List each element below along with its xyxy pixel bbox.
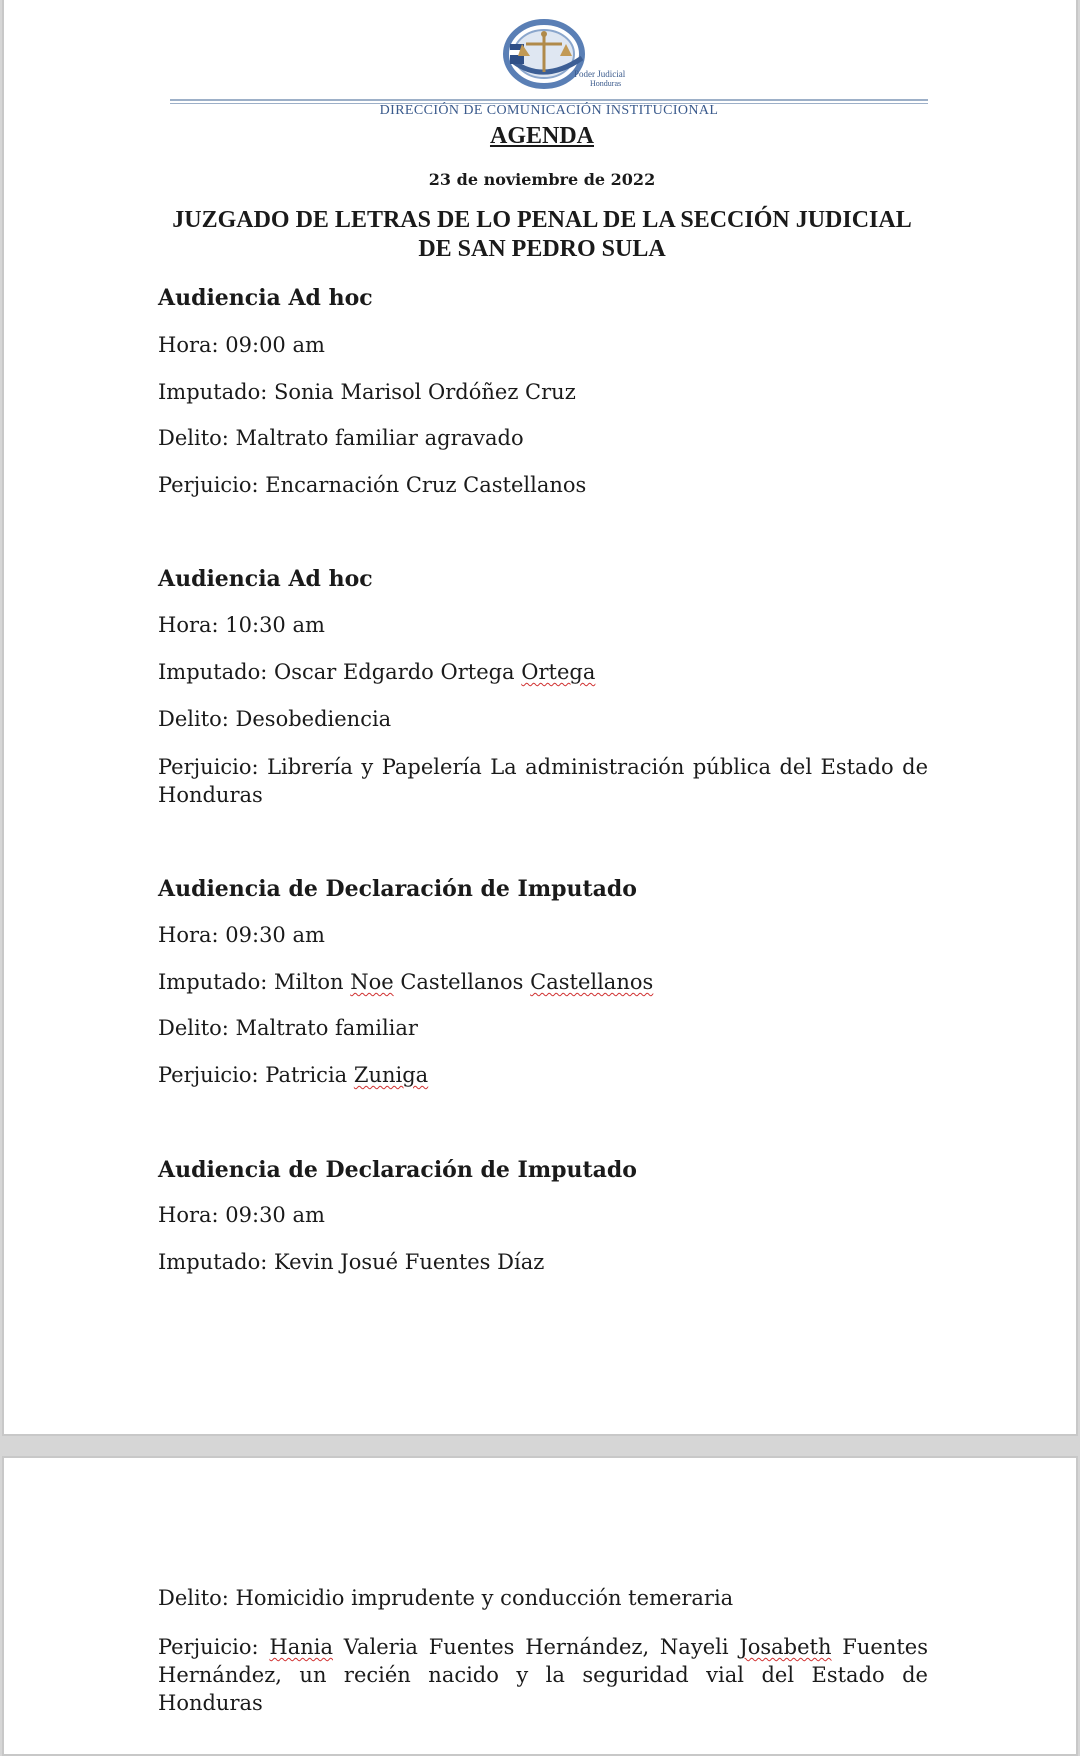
poder-judicial-logo — [490, 14, 650, 96]
entry-4-delito: Delito: Homicidio imprudente y conducción temeraria — [158, 1586, 734, 1610]
spellcheck-word: Castellanos — [530, 970, 654, 994]
entry-4-title: Audiencia de Declaración de Imputado — [158, 1157, 637, 1183]
entry-3-perjuicio-text: Perjuicio: Patricia — [158, 1063, 354, 1087]
entry-3-imputado — [158, 970, 653, 994]
agenda-title: AGENDA — [489, 123, 594, 149]
entry-4-perjuicio-text-b: Valeria Fuentes Hernández, Nayeli — [333, 1635, 740, 1659]
logo-text-line1: Poder Judicial — [574, 69, 626, 79]
entry-3-imputado-text-b: Castellanos — [393, 970, 531, 994]
entry-1-title: Audiencia Ad hoc — [158, 285, 373, 311]
entry-4-hora: Hora: 09:30 am — [158, 1203, 325, 1227]
entry-3-perjuicio — [158, 1063, 428, 1087]
header-rule-top — [170, 99, 928, 101]
entry-3-imputado-text-a: Imputado: Milton — [158, 970, 351, 994]
entry-2-delito: Delito: Desobediencia — [158, 707, 392, 731]
agenda-date: 23 de noviembre de 2022 — [428, 170, 656, 189]
spellcheck-word: Hania — [269, 1635, 333, 1659]
entry-2-perjuicio: Perjuicio: Librería y Papelería La administración pública del Estado de Honduras — [158, 755, 928, 807]
entry-1-delito: Delito: Maltrato familiar agravado — [158, 426, 524, 450]
department-title: DIRECCIÓN DE COMUNICACIÓN INSTITUCIONAL — [379, 103, 719, 118]
entry-3-title: Audiencia de Declaración de Imputado — [158, 876, 637, 902]
entry-1-perjuicio: Perjuicio: Encarnación Cruz Castellanos — [158, 473, 587, 497]
spellcheck-word: Ortega — [521, 660, 596, 684]
entry-4-imputado: Imputado: Kevin Josué Fuentes Díaz — [158, 1250, 545, 1274]
entry-3-delito: Delito: Maltrato familiar — [158, 1016, 418, 1040]
entry-4-perjuicio-text-a: Perjuicio: — [158, 1635, 270, 1659]
entry-2-hora: Hora: 10:30 am — [158, 613, 325, 637]
entry-2-imputado — [158, 660, 595, 684]
entry-2-imputado-text: Imputado: Oscar Edgardo Ortega — [158, 660, 522, 684]
entry-4-perjuicio-text-c: Fuentes Hernández, un recién nacido y la seguridad vial del Estado de Honduras — [158, 1635, 928, 1715]
spellcheck-word: Noe — [350, 970, 394, 994]
document-page-2 — [2, 1456, 1078, 1756]
logo-text-line2: Honduras — [590, 79, 622, 88]
entry-4-perjuicio — [158, 1633, 928, 1717]
spellcheck-word: Zuniga — [353, 1063, 429, 1087]
entry-2-title: Audiencia Ad hoc — [158, 566, 373, 592]
entry-3-hora: Hora: 09:30 am — [158, 923, 325, 947]
entry-1-hora: Hora: 09:00 am — [158, 333, 325, 357]
spellcheck-word: Josabeth — [739, 1635, 832, 1659]
document-page-1 — [2, 0, 1078, 1436]
entry-1-imputado: Imputado: Sonia Marisol Ordóñez Cruz — [158, 380, 576, 404]
court-name: JUZGADO DE LETRAS DE LO PENAL DE LA SECCIÓN JUDICIAL DE SAN PEDRO SULA — [172, 207, 912, 262]
